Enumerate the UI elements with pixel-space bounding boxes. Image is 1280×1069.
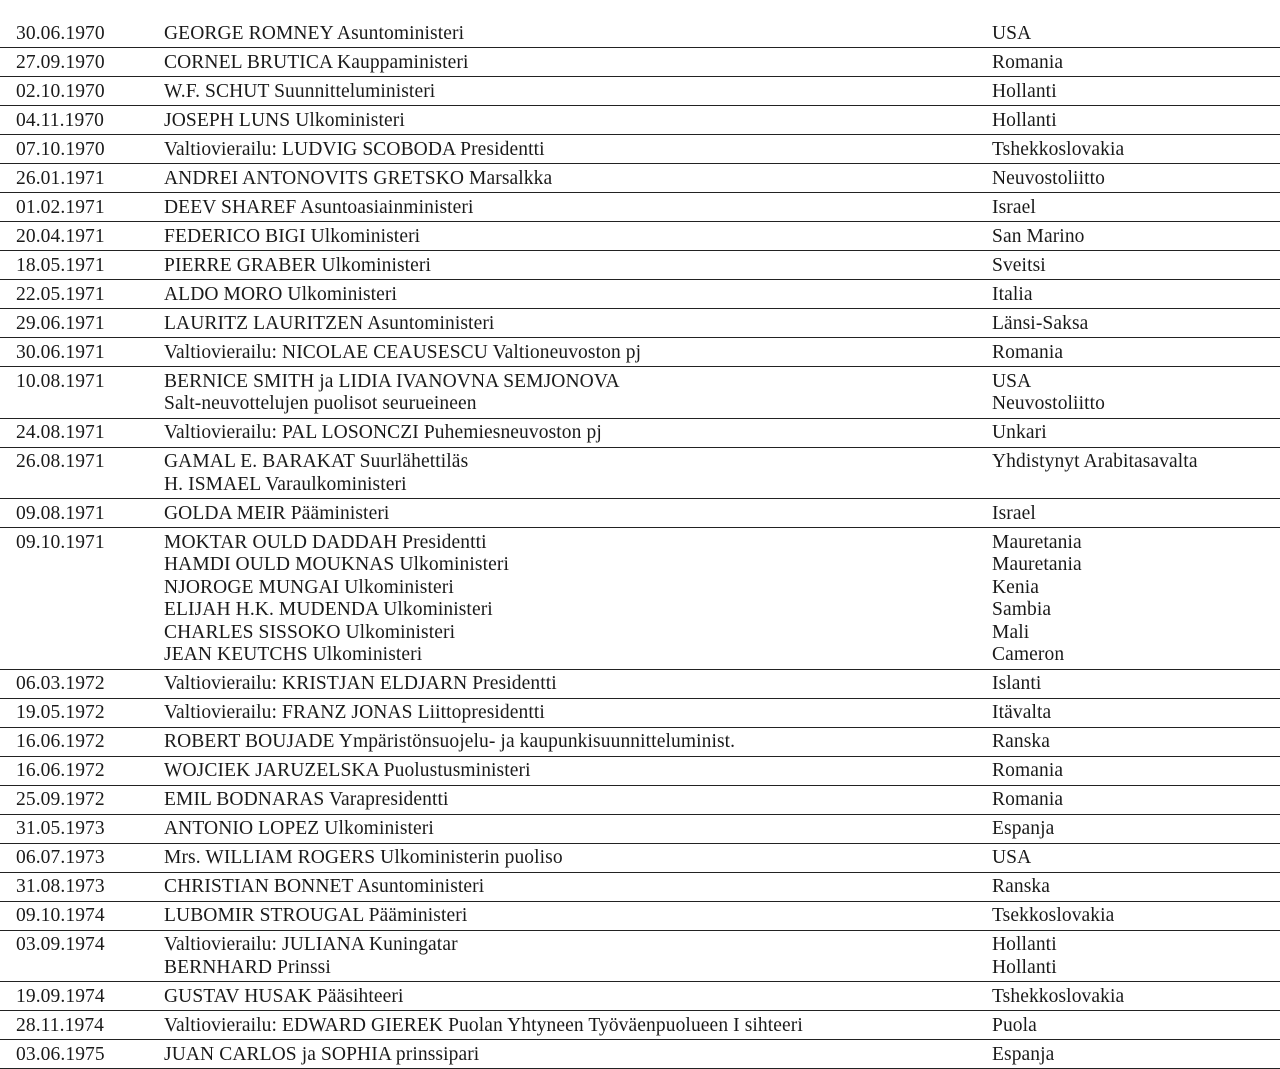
visitor-description: CHARLES SISSOKO Ulkoministeri — [164, 621, 456, 643]
visitor-description: W.F. SCHUT Suunnitteluministeri — [164, 80, 436, 102]
visit-date: 01.02.1971 — [16, 196, 105, 218]
visitor-description: Valtiovierailu: FRANZ JONAS Liittopresidentti — [164, 702, 545, 723]
row-line — [0, 844, 1280, 870]
visitor-country: Ranska — [992, 876, 1051, 897]
visitor-country: Islanti — [992, 673, 1042, 694]
visitor-description: Valtiovierailu: KRISTJAN ELDJARN Presidentti — [164, 673, 557, 694]
visitor-description: FEDERICO BIGI Ulkoministeri — [164, 225, 421, 247]
visitor-country: Yhdistynyt Arabitasavalta — [992, 451, 1198, 472]
row-line — [0, 393, 1280, 416]
table-row — [0, 251, 1280, 280]
visitor-description: Mrs. WILLIAM ROGERS Ulkoministerin puoliso — [164, 847, 563, 868]
visitor-description: JOSEPH LUNS Ulkoministeri — [164, 109, 405, 131]
row-line — [0, 193, 1280, 219]
visitor-country: Sveitsi — [992, 254, 1046, 276]
visitor-country: Hollanti — [992, 934, 1057, 955]
visitor-description: GAMAL E. BARAKAT Suurlähettiläs — [164, 451, 469, 472]
visit-date: 07.10.1970 — [16, 138, 105, 160]
visit-date: 02.10.1970 — [16, 80, 105, 102]
row-line — [0, 670, 1280, 696]
table-row — [0, 499, 1280, 528]
visitor-description: JEAN KEUTCHS Ulkoministeri — [164, 644, 423, 665]
visitor-country: Länsi-Saksa — [992, 312, 1089, 334]
visitor-description: EMIL BODNARAS Varapresidentti — [164, 789, 449, 810]
visit-date: 10.08.1971 — [16, 370, 105, 392]
table-row — [0, 815, 1280, 844]
row-line — [0, 699, 1280, 725]
table-row — [0, 280, 1280, 309]
table-row — [0, 77, 1280, 106]
visitor-description: GUSTAV HUSAK Pääsihteeri — [164, 985, 404, 1007]
visit-date: 09.08.1971 — [16, 502, 105, 524]
visitor-description: JUAN CARLOS ja SOPHIA prinssipari — [164, 1043, 480, 1065]
visit-date: 06.07.1973 — [16, 847, 105, 868]
visit-date: 16.06.1972 — [16, 760, 105, 781]
visitor-country: Romania — [992, 341, 1064, 363]
row-line — [0, 1011, 1280, 1037]
visitor-country: Puola — [992, 1014, 1037, 1036]
table-row — [0, 902, 1280, 931]
visits-table — [0, 19, 1280, 1069]
row-line — [0, 309, 1280, 335]
visit-date: 04.11.1970 — [16, 109, 105, 131]
visitor-country: USA — [992, 370, 1032, 392]
visitor-description: PIERRE GRABER Ulkoministeri — [164, 254, 432, 276]
table-row — [0, 1011, 1280, 1040]
visit-date: 30.06.1971 — [16, 341, 105, 363]
row-line — [0, 931, 1280, 957]
table-row — [0, 135, 1280, 164]
table-row — [0, 19, 1280, 48]
visit-date: 30.06.1970 — [16, 22, 105, 44]
row-line — [0, 367, 1280, 393]
row-line — [0, 164, 1280, 190]
visitor-country: Mali — [992, 621, 1030, 643]
table-row — [0, 309, 1280, 338]
visitor-country: Israel — [992, 196, 1036, 218]
visit-date: 31.08.1973 — [16, 876, 105, 897]
table-row — [0, 193, 1280, 222]
visit-date: 20.04.1971 — [16, 225, 105, 247]
table-row — [0, 367, 1280, 419]
row-line — [0, 786, 1280, 812]
visitor-country: Neuvostoliitto — [992, 167, 1105, 189]
table-row — [0, 528, 1280, 670]
visitor-description: BERNHARD Prinssi — [164, 956, 331, 978]
row-line — [0, 474, 1280, 497]
table-row — [0, 419, 1280, 448]
visitor-description: Valtiovierailu: PAL LOSONCZI Puhemiesneuvoston pj — [164, 422, 602, 443]
table-row — [0, 786, 1280, 815]
visitor-description: ALDO MORO Ulkoministeri — [164, 283, 398, 305]
table-row — [0, 48, 1280, 77]
visit-date: 03.06.1975 — [16, 1043, 105, 1065]
visitor-description: ANTONIO LOPEZ Ulkoministeri — [164, 818, 434, 839]
visitor-country: Espanja — [992, 1043, 1055, 1065]
row-line — [0, 902, 1280, 928]
visitor-country: Tshekkoslovakia — [992, 138, 1125, 160]
row-line — [0, 251, 1280, 277]
visitor-description: MOKTAR OULD DADDAH Presidentti — [164, 531, 487, 553]
table-row — [0, 873, 1280, 902]
table-row — [0, 670, 1280, 699]
visitor-country: Mauretania — [992, 554, 1082, 575]
visitor-description: Salt-neuvottelujen puolisot seurueineen — [164, 393, 477, 414]
row-line — [0, 644, 1280, 667]
table-row — [0, 222, 1280, 251]
visitor-country: Unkari — [992, 422, 1047, 443]
visitor-description: BERNICE SMITH ja LIDIA IVANOVNA SEMJONOVA — [164, 370, 620, 392]
visit-date: 19.05.1972 — [16, 702, 105, 723]
visitor-description: HAMDI OULD MOUKNAS Ulkoministeri — [164, 554, 509, 575]
row-line — [0, 280, 1280, 306]
row-line — [0, 1040, 1280, 1066]
visitor-description: WOJCIEK JARUZELSKA Puolustusministeri — [164, 760, 531, 781]
visitor-country: Israel — [992, 502, 1036, 524]
visitor-country: Espanja — [992, 818, 1055, 839]
visitor-description: H. ISMAEL Varaulkoministeri — [164, 473, 407, 495]
visit-date: 29.06.1971 — [16, 312, 105, 334]
visit-date: 31.05.1973 — [16, 818, 105, 839]
table-row — [0, 844, 1280, 873]
visitor-description: ROBERT BOUJADE Ympäristönsuojelu- ja kaupunkisuunnitteluminist. — [164, 731, 736, 752]
visitor-description: Valtiovierailu: JULIANA Kuningatar — [164, 934, 458, 955]
visitor-description: Valtiovierailu: NICOLAE CEAUSESCU Valtioneuvoston pj — [164, 341, 642, 363]
visitor-description: ANDREI ANTONOVITS GRETSKO Marsalkka — [164, 167, 553, 189]
table-row — [0, 1040, 1280, 1069]
row-line — [0, 135, 1280, 161]
visitor-country: USA — [992, 22, 1032, 44]
visitor-description: CORNEL BRUTICA Kauppaministeri — [164, 51, 469, 73]
table-row — [0, 931, 1280, 983]
visit-date: 19.09.1974 — [16, 985, 105, 1007]
visit-date: 25.09.1972 — [16, 789, 105, 810]
row-line — [0, 599, 1280, 622]
visit-date: 26.01.1971 — [16, 167, 105, 189]
visitor-country: Tsekkoslovakia — [992, 905, 1115, 926]
visitor-country: Cameron — [992, 644, 1065, 665]
visitor-description: ELIJAH H.K. MUDENDA Ulkoministeri — [164, 599, 493, 620]
row-line — [0, 982, 1280, 1008]
visitor-country: Hollanti — [992, 109, 1057, 131]
visitor-description: CHRISTIAN BONNET Asuntoministeri — [164, 876, 485, 897]
visitor-country: San Marino — [992, 225, 1085, 247]
visit-date: 06.03.1972 — [16, 673, 105, 694]
visit-date: 03.09.1974 — [16, 934, 105, 955]
visitor-country: Neuvostoliitto — [992, 393, 1105, 414]
visitor-country: Sambia — [992, 599, 1052, 620]
visitor-description: NJOROGE MUNGAI Ulkoministeri — [164, 576, 454, 598]
visit-date: 09.10.1971 — [16, 531, 105, 553]
visitor-description: DEEV SHAREF Asuntoasiainministeri — [164, 196, 474, 218]
row-line — [0, 338, 1280, 364]
visitor-country: Italia — [992, 283, 1033, 305]
row-line — [0, 577, 1280, 600]
table-row — [0, 448, 1280, 500]
visitor-description: LAURITZ LAURITZEN Asuntoministeri — [164, 312, 495, 334]
visitor-country: Hollanti — [992, 956, 1057, 978]
visitor-country: Romania — [992, 789, 1064, 810]
row-line — [0, 19, 1280, 45]
row-line — [0, 873, 1280, 899]
row-line — [0, 222, 1280, 248]
visitor-description: GOLDA MEIR Pääministeri — [164, 502, 390, 524]
row-line — [0, 528, 1280, 554]
visit-date: 22.05.1971 — [16, 283, 105, 305]
visitor-country: Kenia — [992, 576, 1040, 598]
table-row — [0, 164, 1280, 193]
row-line — [0, 728, 1280, 754]
visit-date: 16.06.1972 — [16, 731, 105, 752]
visitor-country: USA — [992, 847, 1032, 868]
visitor-description: GEORGE ROMNEY Asuntoministeri — [164, 22, 465, 44]
visit-date: 28.11.1974 — [16, 1014, 105, 1036]
visitor-description: LUBOMIR STROUGAL Pääministeri — [164, 905, 468, 926]
row-line — [0, 77, 1280, 103]
row-line — [0, 419, 1280, 445]
visit-date: 18.05.1971 — [16, 254, 105, 276]
row-line — [0, 48, 1280, 74]
visit-date: 24.08.1971 — [16, 422, 105, 443]
table-row — [0, 699, 1280, 728]
row-line — [0, 815, 1280, 841]
table-row — [0, 106, 1280, 135]
row-line — [0, 499, 1280, 525]
row-line — [0, 622, 1280, 645]
visitor-country: Romania — [992, 760, 1064, 781]
visit-date: 09.10.1974 — [16, 905, 105, 926]
table-row — [0, 338, 1280, 367]
visitor-country: Itävalta — [992, 702, 1052, 723]
visitor-description: Valtiovierailu: EDWARD GIEREK Puolan Yhtyneen Työväenpuolueen I sihteeri — [164, 1014, 803, 1036]
table-row — [0, 982, 1280, 1011]
visitor-description: Valtiovierailu: LUDVIG SCOBODA Presidentti — [164, 138, 545, 160]
visitor-country: Ranska — [992, 731, 1051, 752]
table-row — [0, 728, 1280, 757]
row-line — [0, 554, 1280, 577]
row-line — [0, 106, 1280, 132]
row-line — [0, 957, 1280, 980]
visit-date: 26.08.1971 — [16, 451, 105, 472]
row-line — [0, 757, 1280, 783]
visitor-country: Hollanti — [992, 80, 1057, 102]
visit-date: 27.09.1970 — [16, 51, 105, 73]
visitor-country: Tshekkoslovakia — [992, 985, 1125, 1007]
row-line — [0, 448, 1280, 474]
visitor-country: Mauretania — [992, 531, 1082, 553]
table-row — [0, 757, 1280, 786]
visitor-country: Romania — [992, 51, 1064, 73]
